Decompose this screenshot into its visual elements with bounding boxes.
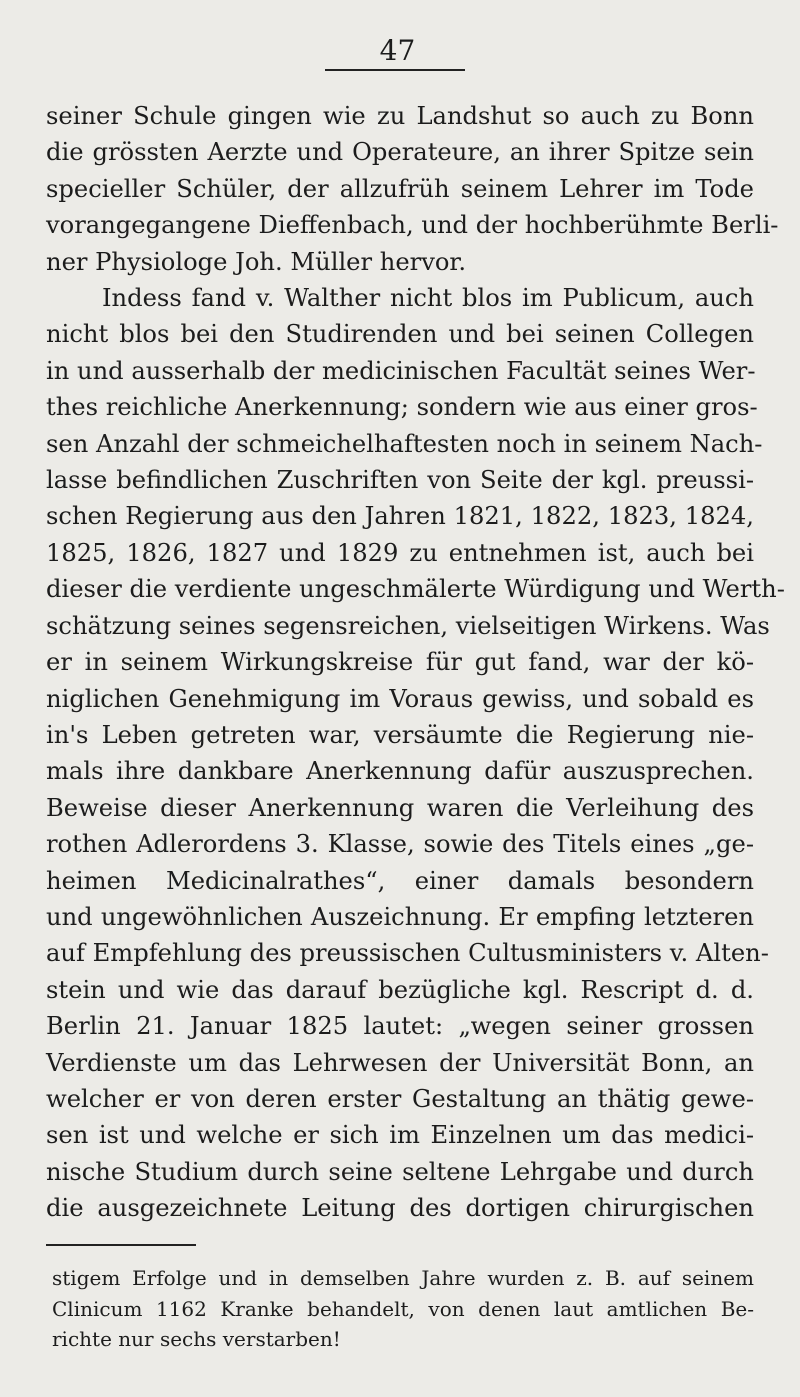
footnote-line: richte nur sechs verstarben!: [52, 1327, 341, 1351]
text-line: lasse befindlichen Zuschriften von Seite der kgl. preussi-: [46, 466, 754, 495]
text-line: schen Regierung aus den Jahren 1821, 1822, 1823, 1824,: [46, 502, 754, 531]
text-line: mals ihre dankbare Anerkennung dafür auszusprechen.: [46, 757, 754, 786]
text-line: stein und wie das darauf bezügliche kgl. Rescript d. d.: [46, 975, 754, 1004]
text-line: ner Physiologe Joh. Müller hervor.: [46, 247, 467, 276]
footnote-line: stigem Erfolge und in demselben Jahre wurden z. B. auf seinem: [52, 1266, 754, 1290]
text-line: 1825, 1826, 1827 und 1829 zu entnehmen ist, auch bei: [46, 538, 754, 567]
text-line: specieller Schüler, der allzufrüh seinem Lehrer im Tode: [46, 174, 754, 203]
text-line: in's Leben getreten war, versäumte die Regierung nie-: [46, 720, 754, 749]
text-line: sen ist und welche er sich im Einzelnen um das medici-: [46, 1121, 754, 1150]
text-line: welcher er von deren erster Gestaltung an thätig gewe-: [46, 1084, 754, 1113]
text-line: und ungewöhnlichen Auszeichnung. Er empfing letzteren: [46, 902, 754, 931]
paragraph-start-line: Indess fand v. Walther nicht blos im Publicum, auch: [102, 284, 754, 313]
text-line: Verdienste um das Lehrwesen der Universität Bonn, an: [46, 1048, 754, 1077]
text-line: sen Anzahl der schmeichelhaftesten noch in seinem Nach-: [46, 429, 763, 458]
text-line: die grössten Aerzte und Operateure, an ihrer Spitze sein: [46, 138, 754, 167]
text-line: vorangegangene Dieffenbach, und der hochberühmte Berli-: [46, 211, 779, 240]
text-line: auf Empfehlung des preussischen Cultusministers v. Alten-: [46, 939, 769, 968]
body-text: [46, 98, 785, 1227]
text-line: dieser die verdiente ungeschmälerte Würdigung und Werth-: [46, 575, 785, 604]
footnote-line: Clinicum 1162 Kranke behandelt, von denen laut amtlichen Be-: [52, 1296, 754, 1321]
footnote: [52, 1263, 754, 1355]
text-line: Beweise dieser Anerkennung waren die Verleihung des: [46, 793, 754, 822]
text-line: Berlin 21. Januar 1825 lautet: „wegen seiner grossen: [46, 1012, 754, 1041]
footnote-rule: [46, 1244, 196, 1246]
text-line: er in seinem Wirkungskreise für gut fand, war der kö-: [46, 648, 754, 677]
text-line: seiner Schule gingen wie zu Landshut so auch zu Bonn: [46, 102, 754, 130]
text-line: heimen Medicinalrathes“, einer damals besondern: [46, 866, 754, 895]
text-line: die ausgezeichnete Leitung des dortigen chirurgischen: [46, 1194, 754, 1223]
text-line: schätzung seines segensreichen, vielseitigen Wirkens. Was: [46, 611, 770, 640]
text-line: thes reichliche Anerkennung; sondern wie aus einer gros-: [46, 393, 758, 422]
text-line: nicht blos bei den Studirenden und bei seinen Collegen: [46, 320, 754, 349]
text-line: in und ausserhalb der medicinischen Facultät seines Wer-: [46, 356, 756, 385]
text-line: nische Studium durch seine seltene Lehrgabe und durch: [46, 1157, 754, 1186]
page-number: 47: [379, 34, 416, 67]
header-rule: [325, 69, 465, 71]
text-line: niglichen Genehmigung im Voraus gewiss, und sobald es: [46, 684, 754, 713]
text-line: rothen Adlerordens 3. Klasse, sowie des Titels eines „ge-: [46, 830, 754, 859]
